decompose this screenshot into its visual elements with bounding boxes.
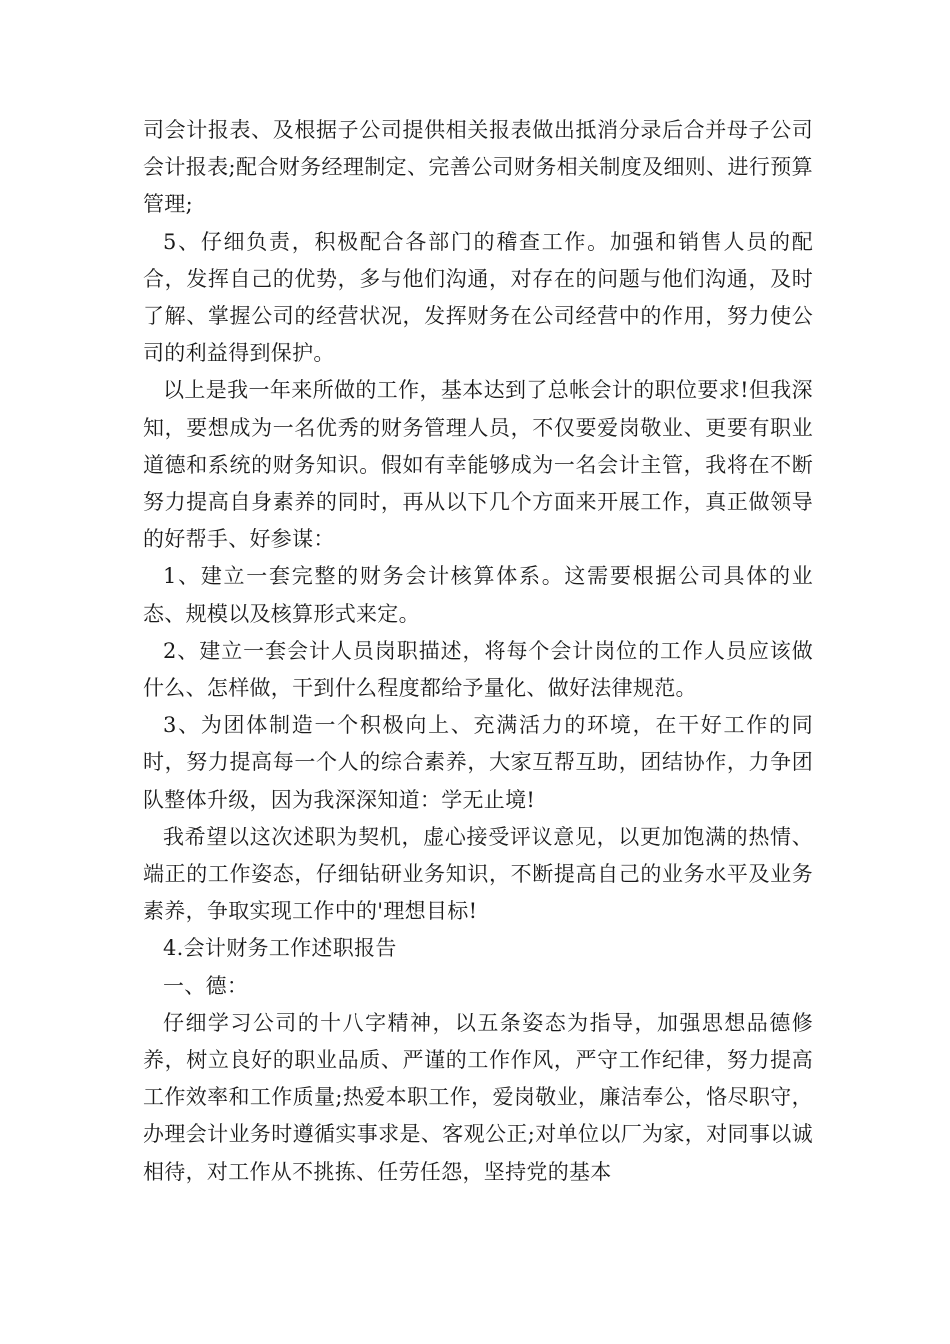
document-body xyxy=(143,112,813,1191)
paragraph: 仔细学习公司的十八字精神，以五条姿态为指导，加强思想品德修养，树立良好的职业品质、严谨的工作作风，严守工作纪律，努力提高工作效率和工作质量;热爱本职工作，爱岗敬业，廉洁奉公，恪尽职守，办理会计业务时遵循实事求是、客观公正;对单位以厂为家，对同事以诚相待，对工作从不挑拣、任劳任怨，坚持党的基本 xyxy=(143,1010,813,1184)
subsection-heading: 一、德： xyxy=(163,973,249,998)
section-heading: 4.会计财务工作述职报告 xyxy=(163,936,397,961)
paragraph: 我希望以这次述职为契机，虚心接受评议意见，以更加饱满的热情、端正的工作姿态，仔细钻研业务知识，不断提高自己的业务水平及业务素养，争取实现工作中的'理想目标! xyxy=(143,824,813,924)
paragraph: 3、为团体制造一个积极向上、充满活力的环境，在干好工作的同时，努力提高每一个人的综合素养，大家互帮互助，团结协作，力争团队整体升级，因为我深深知道：学无止境! xyxy=(143,713,813,812)
paragraph: 司会计报表、及根据子公司提供相关报表做出抵消分录后合并母子公司会计报表;配合财务经理制定、完善公司财务相关制度及细则、进行预算管理; xyxy=(143,118,813,217)
paragraph: 以上是我一年来所做的工作，基本达到了总帐会计的职位要求!但我深知，要想成为一名优秀的财务管理人员，不仅要爱岗敬业、更要有职业道德和系统的财务知识。假如有幸能够成为一名会计主管，我将在不断努力提高自身素养的同时，再从以下几个方面来开展工作，真正做领导的好帮手、好参谋： xyxy=(143,378,813,552)
paragraph: 5、仔细负责，积极配合各部门的稽查工作。加强和销售人员的配合，发挥自己的优势，多与他们沟通，对存在的问题与他们沟通，及时了解、掌握公司的经营状况，发挥财务在公司经营中的作用，努力使公司的利益得到保护。 xyxy=(143,229,813,366)
paragraph: 2、建立一套会计人员岗职描述，将每个会计岗位的工作人员应该做什么、怎样做，干到什么程度都给予量化、做好法律规范。 xyxy=(143,638,813,701)
paragraph: 1、建立一套完整的财务会计核算体系。这需要根据公司具体的业态、规模以及核算形式来定。 xyxy=(143,564,813,626)
